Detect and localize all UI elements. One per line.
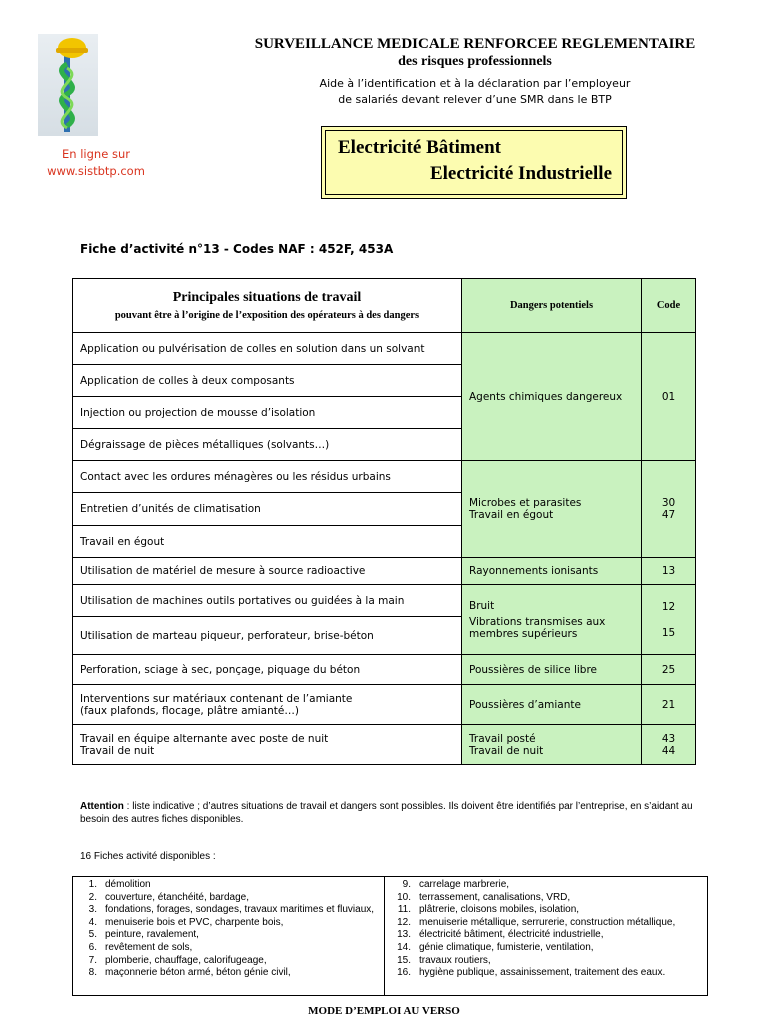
attention-label: Attention (80, 801, 124, 812)
header-dangers: Dangers potentiels (462, 279, 642, 333)
situation-line: (faux plafonds, flocage, plâtre amianté…) (80, 704, 299, 717)
website-link[interactable]: www.sistbtp.com (47, 164, 145, 178)
fiche-codes: Fiche d’activité n°13 - Codes NAF : 452F, 453A (80, 242, 394, 256)
danger-line: Travail en égout (469, 509, 554, 521)
list-item: 14. génie climatique, fumisterie, ventilation, (397, 941, 594, 953)
situation-cell: Application ou pulvérisation de colles en solution dans un solvant (73, 333, 462, 365)
situation-cell: Dégraissage de pièces métalliques (solvants…) (73, 429, 462, 461)
document-subtitle: des risques professionnels (398, 54, 552, 69)
danger-cell (462, 585, 642, 655)
situation-line: Interventions sur matériaux contenant de l’amiante (80, 692, 353, 705)
situation-line: Travail de nuit (80, 744, 155, 757)
purpose-line-1: Aide à l’identification et à la déclaration par l’employeur (319, 77, 631, 90)
code-line: 15 (661, 626, 676, 639)
purpose-line-2: de salariés devant relever d’une SMR dans le BTP (338, 93, 612, 106)
danger-line: Vibrations transmises aux membres supérieurs (469, 615, 606, 640)
code-cell (642, 585, 696, 655)
fiches-list-left (73, 877, 385, 995)
danger-cell: Rayonnements ionisants (462, 558, 642, 585)
list-item: 8. maçonnerie béton armé, béton génie civil, (88, 967, 291, 979)
code-line: 12 (661, 600, 676, 613)
list-item: 11. plâtrerie, cloisons mobiles, isolation, (397, 904, 580, 916)
list-item: 13. électricité bâtiment, électricité industrielle, (397, 929, 604, 941)
situation-cell: Travail en égout (73, 526, 462, 558)
attention-note (80, 800, 700, 826)
situation-line: Travail en équipe alternante avec poste de nuit (80, 732, 329, 745)
document-purpose (300, 76, 650, 108)
fiches-label: 16 Fiches activité disponibles : (80, 851, 216, 862)
list-item: 4. menuiserie bois et PVC, charpente bois, (88, 916, 284, 928)
situation-cell: Utilisation de machines outils portatives ou guidées à la main (73, 585, 462, 617)
list-item: 2. couverture, étanchéité, bardage, (88, 891, 249, 903)
danger-line: Bruit (469, 599, 495, 612)
situation-cell: Injection ou projection de mousse d’isolation (73, 397, 462, 429)
code-cell (642, 725, 696, 765)
danger-cell (462, 725, 642, 765)
fiches-list-right (385, 877, 707, 995)
footer-mode-emploi: MODE D’EMPLOI AU VERSO (308, 1005, 460, 1017)
code-line: 43 (661, 732, 676, 745)
logo (38, 34, 98, 136)
header-situations (73, 279, 462, 333)
list-item: 12. menuiserie métallique, serrurerie, construction métallique, (397, 916, 676, 928)
list-item: 6. revêtement de sols, (88, 941, 193, 953)
online-label: En ligne sur (62, 147, 130, 161)
danger-line: Travail posté (469, 732, 536, 745)
danger-cell (462, 461, 642, 558)
danger-line: Travail de nuit (469, 744, 544, 757)
danger-line: Microbes et parasites (469, 497, 582, 509)
code-line: 44 (661, 744, 676, 757)
header-situations-subtitle: pouvant être à l’origine de l’exposition des opérateurs à des dangers (114, 310, 420, 321)
list-item: 9. carrelage marbrerie, (402, 879, 510, 890)
code-cell (642, 461, 696, 558)
list-item: 15. travaux routiers, (397, 954, 491, 966)
activity-title-box (321, 126, 627, 199)
header-situations-title: Principales situations de travail (172, 290, 362, 305)
activity-title-line-1: Electricité Bâtiment (338, 137, 502, 158)
code-line: 47 (661, 509, 676, 521)
code-cell: 25 (642, 655, 696, 685)
activity-title-line-2: Electricité Industrielle (429, 163, 612, 184)
list-item: 1. démolition (88, 879, 151, 890)
website-caption (38, 146, 154, 180)
situation-cell: Utilisation de marteau piqueur, perforateur, brise-béton (73, 617, 462, 655)
list-item: 5. peinture, ravalement, (88, 929, 199, 941)
danger-cell: Agents chimiques dangereux (462, 333, 642, 461)
code-line: 30 (661, 497, 676, 509)
fiches-list (72, 876, 708, 996)
code-cell: 01 (642, 333, 696, 461)
hazards-table (72, 278, 696, 765)
situation-cell (73, 685, 462, 725)
situation-cell: Application de colles à deux composants (73, 365, 462, 397)
header-code: Code (642, 279, 696, 333)
list-item: 3. fondations, forages, sondages, travaux maritimes et fluviaux, (88, 904, 375, 916)
code-cell: 21 (642, 685, 696, 725)
list-item: 16. hygiène publique, assainissement, traitement des eaux. (397, 967, 666, 979)
danger-cell: Poussières d’amiante (462, 685, 642, 725)
situation-cell (73, 725, 462, 765)
situation-cell: Perforation, sciage à sec, ponçage, piquage du béton (73, 655, 462, 685)
situation-cell: Utilisation de matériel de mesure à source radioactive (73, 558, 462, 585)
code-cell: 13 (642, 558, 696, 585)
situation-cell: Contact avec les ordures ménagères ou les résidus urbains (73, 461, 462, 493)
list-item: 7. plomberie, chauffage, calorifugeage, (88, 954, 267, 966)
attention-text: : liste indicative ; d’autres situations de travail et dangers sont possibles. Ils doivent être identifiés par l’entreprise, en s’aidant au besoin des autres fiches disponibles. (80, 801, 693, 825)
hard-hat-caduceus-icon (38, 34, 98, 136)
danger-cell: Poussières de silice libre (462, 655, 642, 685)
situation-cell: Entretien d’unités de climatisation (73, 493, 462, 526)
list-item: 10. terrassement, canalisations, VRD, (397, 891, 571, 903)
document-title: SURVEILLANCE MEDICALE RENFORCEE REGLEMENTAIRE (254, 36, 696, 52)
